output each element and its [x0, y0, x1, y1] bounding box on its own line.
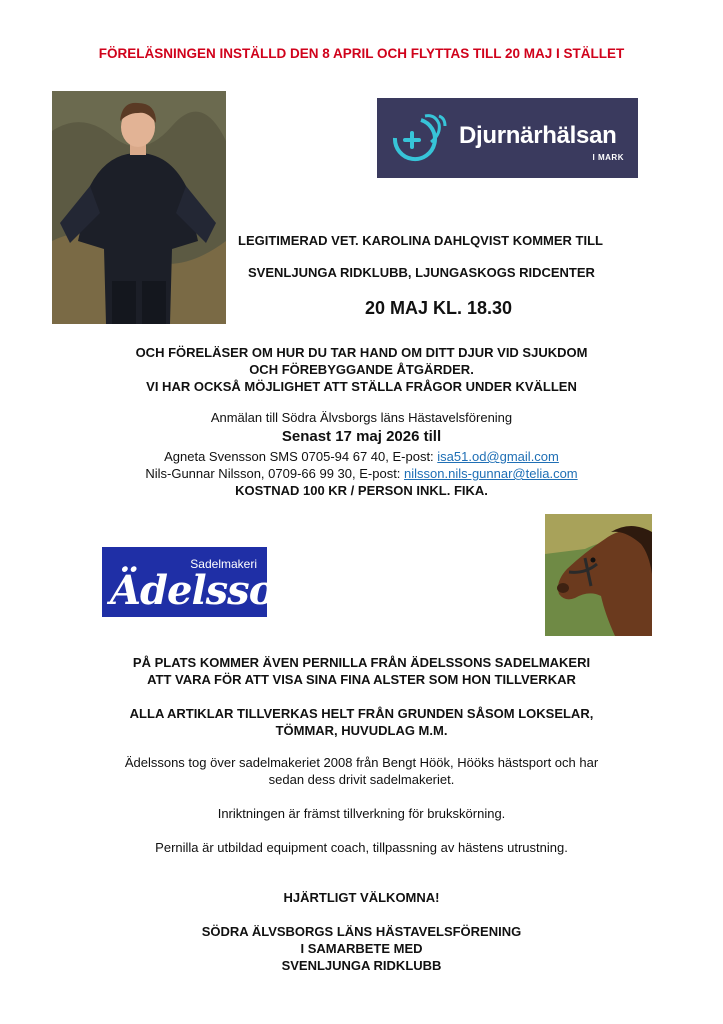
- stethoscope-plus-icon: [389, 112, 451, 166]
- description-line-2: OCH FÖREBYGGANDE ÅTGÄRDER.: [249, 362, 474, 377]
- saddle-p5: Pernilla är utbildad equipment coach, tillpassning av hästens utrustning.: [155, 840, 568, 855]
- intro-line-1: LEGITIMERAD VET. KAROLINA DAHLQVIST KOMMER TILL: [238, 233, 603, 248]
- signup-deadline: Senast 17 maj 2026 till: [281, 428, 442, 445]
- welcome: HJÄRTLIGT VÄLKOMNA!: [283, 890, 440, 905]
- saddle-p1-line-1: PÅ PLATS KOMMER ÄVEN PERNILLA FRÅN ÄDELSSONS SADELMAKERI: [132, 655, 591, 670]
- event-date: 20 MAJ KL. 18.30: [365, 298, 513, 318]
- djurnarhalsan-logo: [377, 98, 638, 178]
- contact-agneta: [0, 448, 723, 465]
- vet-photo: [52, 91, 226, 324]
- horse-photo: [545, 514, 652, 636]
- saddle-p4: Inriktningen är främst tillverkning för brukskörning.: [217, 806, 506, 821]
- description-line-1: OCH FÖRELÄSER OM HUR DU TAR HAND OM DITT DJUR VID SJUKDOM: [135, 345, 588, 360]
- description-line-3: VI HAR OCKSÅ MÖJLIGHET ATT STÄLLA FRÅGOR UNDER KVÄLLEN: [146, 379, 577, 394]
- footer-org-3: SVENLJUNGA RIDKLUBB: [281, 958, 442, 973]
- contact-nils-gunnar-text: Nils-Gunnar Nilsson, 0709-66 99 30, E-post:: [145, 466, 405, 481]
- footer-org-1: SÖDRA ÄLVSBORGS LÄNS HÄSTAVELSFÖRENING: [201, 924, 522, 939]
- saddle-p2-line-2: TÖMMAR, HUVUDLAG M.M.: [275, 723, 448, 738]
- djurnarhalsan-logo-sub: I MARK: [592, 153, 624, 162]
- agneta-email-link[interactable]: isa51.od@gmail.com: [437, 449, 559, 464]
- saddle-p1-line-2: ATT VARA FÖR ATT VISA SINA FINA ALSTER SOM HON TILLVERKAR: [147, 672, 576, 687]
- adelssons-logo-small: Sadelmakeri: [190, 557, 257, 571]
- cost: KOSTNAD 100 KR / PERSON INKL. FIKA.: [235, 483, 488, 498]
- djurnarhalsan-logo-name: Djurnärhälsan: [459, 122, 617, 149]
- cancellation-notice: FÖRELÄSNINGEN INSTÄLLD DEN 8 APRIL OCH FLYTTAS TILL 20 MAJ I STÄLLET: [98, 46, 625, 61]
- contact-nils-gunnar: [0, 465, 723, 482]
- intro-line-2: SVENLJUNGA RIDKLUBB, LJUNGASKOGS RIDCENTER: [248, 265, 595, 280]
- signup-line: Anmälan till Södra Älvsborgs läns Hästavelsförening: [210, 410, 513, 425]
- nils-gunnar-email-link[interactable]: nilsson.nils-gunnar@telia.com: [404, 466, 578, 481]
- adelssons-logo: [102, 547, 324, 617]
- saddle-p3-line-1: Ädelssons tog över sadelmakeriet 2008 från Bengt Höök, Hööks hästsport och har: [124, 755, 599, 770]
- footer-org-2: I SAMARBETE MED: [300, 941, 423, 956]
- saddle-p3-line-2: sedan dess drivit sadelmakeriet.: [268, 772, 455, 787]
- adelssons-logo-big: Ädelssons: [110, 567, 324, 614]
- contact-agneta-text: Agneta Svensson SMS 0705-94 67 40, E-post:: [164, 449, 438, 464]
- saddle-p2-line-1: ALLA ARTIKLAR TILLVERKAS HELT FRÅN GRUNDEN SÅSOM LOKSELAR,: [129, 706, 594, 721]
